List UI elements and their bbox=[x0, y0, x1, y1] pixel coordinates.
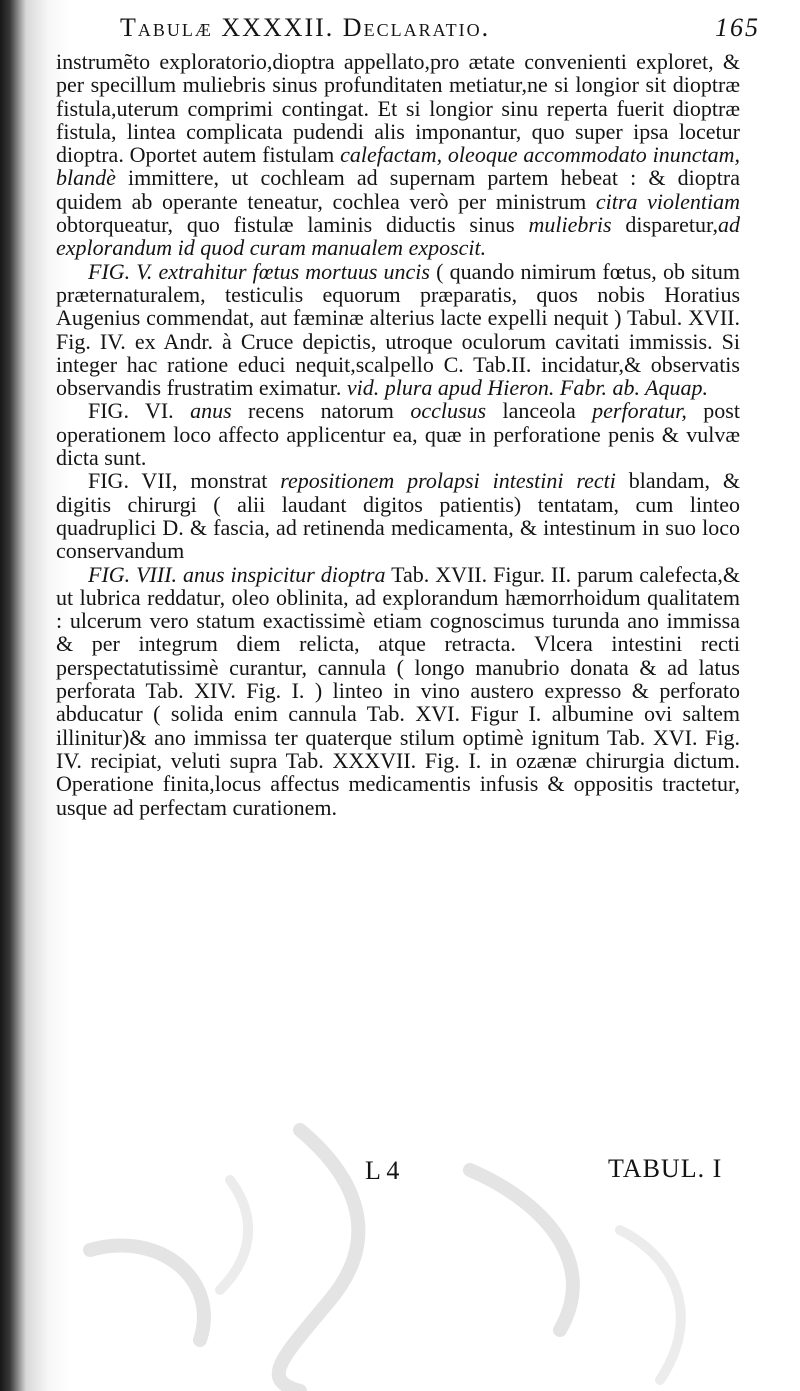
catchword: TABUL. I bbox=[608, 1154, 723, 1183]
text-run: lanceola bbox=[486, 398, 593, 424]
text-run: FIG. VII, monstrat bbox=[88, 468, 281, 494]
paragraph bbox=[56, 563, 740, 819]
text-run: post operationem loco affecto applicentur ea, quæ in perforatione penis & vulvæ dicta sunt. bbox=[56, 398, 740, 471]
italic-run: perforatur, bbox=[592, 398, 687, 424]
italic-run: FIG. V. extrahitur fœtus mortuus uncis bbox=[88, 258, 430, 284]
italic-run: occlusus bbox=[410, 398, 487, 424]
italic-run: anus bbox=[190, 398, 232, 424]
italic-run: ad explorandum id quod curam manualem exposcit. bbox=[56, 212, 740, 261]
italic-run: citra violentiam bbox=[595, 188, 740, 214]
paragraph bbox=[56, 399, 740, 469]
text-run: immittere, ut cochleam ad supernam partem hebeat : & dioptra quidem ab operante teneatur, cochlea verò per ministrum bbox=[56, 165, 740, 214]
text-run: obtorqueatur, quo fistulæ laminis diductis sinus bbox=[56, 212, 529, 238]
text-run: disparetur, bbox=[611, 212, 718, 238]
text-run: ( quando nimirum fœtus, ob situm præternaturalem, testiculis equorum præparatis, quos nobis Horatius Augenius commendat, aut fæminæ alterius lacte expelli nequit ) Tabul. XVII. Fig. IV. ex Andr. à Cruce depictis, utroque oculorum cavitati immissis. Si integer hac ratione educi nequit,scalpello C. Tab.II. incidatur,& observatis observandis frustratim eximatur. bbox=[56, 258, 740, 401]
paragraph bbox=[56, 469, 740, 562]
italic-run: vid. plura apud Hieron. Fabr. ab. Aquap. bbox=[346, 375, 708, 401]
text-run: FIG. VI. bbox=[88, 398, 191, 424]
text-run: instrumẽto exploratorio,dioptra appellato,pro ætate convenienti exploret, & per specillum muliebris sinus profunditaten metiatur,ne si longior sit dioptræ fistula,uterum comprimi contingat. Et si longior sinu reperta fuerit dioptræ fistula, lintea complicata pudendi alis imponantur, quo super ipsa locetur dioptra. Oportet autem fistulam bbox=[56, 49, 740, 168]
italic-run: muliebris bbox=[528, 212, 612, 238]
text-run: blandam, & digitis chirurgi ( alii laudant digitos patientis) tentatam, cum linteo quadruplici D. & fascia, ad retinenda medicamenta, & intestinum in suo loco conservandum bbox=[56, 468, 740, 564]
signature-mark: L 4 bbox=[365, 1156, 400, 1185]
text-run: recens natorum bbox=[231, 398, 411, 424]
body-text bbox=[56, 50, 740, 819]
italic-run: calefactam, oleoque accommodato inunctam, blandè bbox=[56, 142, 740, 191]
page-number: 165 bbox=[715, 13, 760, 42]
italic-run: FIG. VIII. anus inspicitur dioptra bbox=[88, 561, 386, 587]
paragraph bbox=[56, 50, 740, 260]
page-footer bbox=[0, 1152, 800, 1192]
running-header bbox=[120, 10, 760, 46]
running-title: Tabulæ XXXXII. Declaratio. bbox=[120, 13, 491, 42]
text-run: Tab. XVII. Figur. II. parum calefecta,& ut lubrica reddatur, oleo oblinita, ad explorandum hæmorrhoidum qualitatem : ulcerum vero statum exactissimè etiam cognoscimus turunda ano immissa & per integrum diem relicta, atque retracta. Vlcera intestini recti perspectatutissimè curantur, cannula ( longo manubrio donata & ad latus perforata Tab. XIV. Fig. I. ) linteo in vino austero expresso & perforato abducatur ( solida enim cannula Tab. XVI. Figur I. albumine ovi saltem illinitur)& ano immissa ter quaterque stilum optimè ignitum Tab. XVI. Fig. IV. recipiat, veluti supra Tab. XXXVII. Fig. I. in ozænæ chirurgia dictum. Operatione finita,locus affectus medicamentis infusis & oppositis tractetur, usque ad perfectam curationem. bbox=[56, 561, 740, 820]
italic-run: repositionem prolapsi intestini recti bbox=[280, 468, 616, 494]
paragraph bbox=[56, 260, 740, 400]
